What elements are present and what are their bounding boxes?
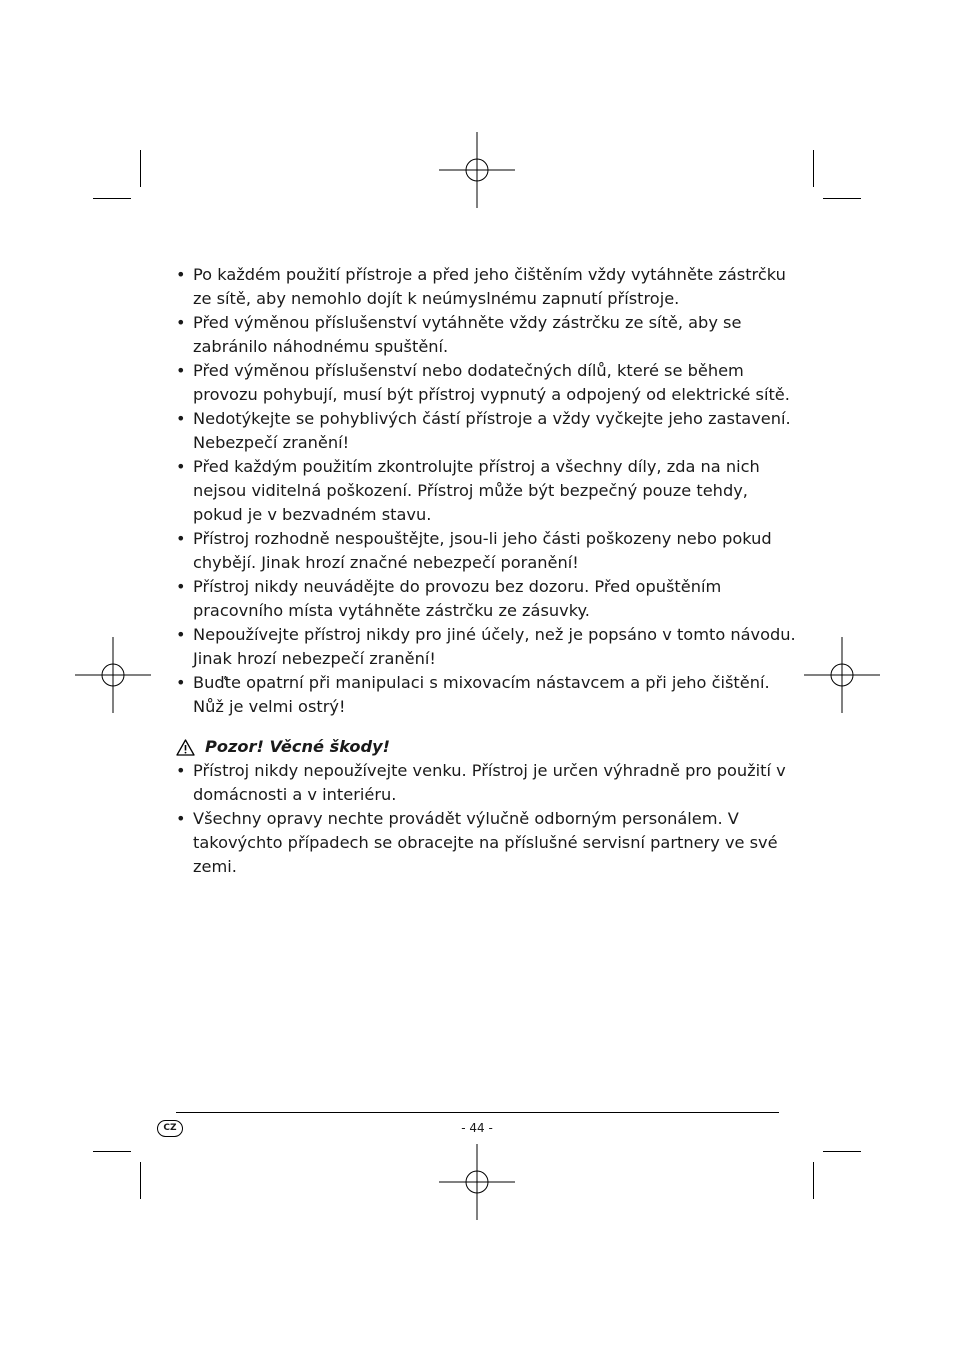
crop-mark <box>823 1151 861 1152</box>
crop-mark <box>140 150 141 187</box>
warning-triangle-icon <box>176 739 195 756</box>
list-item: • Všechny opravy nechte provádět výlučně odborným personálem. V takovýchto případech se obracejte na příslušné servisní partnery ve své zemi. <box>176 807 796 879</box>
list-item: • Před výměnou příslušenství vytáhněte vždy zástrčku ze sítě, aby se zabránilo náhodnému spuštění. <box>176 311 796 359</box>
country-badge: CZ <box>157 1120 183 1137</box>
footer-divider <box>176 1112 779 1113</box>
crop-mark <box>813 1162 814 1199</box>
list-item: • Přístroj nikdy neuvádějte do provozu bez dozoru. Před opuštěním pracovního místa vytáhněte zástrčku ze zásuvky. <box>176 575 796 623</box>
crop-mark <box>823 198 861 199</box>
list-item: • Před každým použitím zkontrolujte přístroj a všechny díly, zda na nich nejsou viditelná poškození. Přístroj může být bezpečný pouze tehdy, pokud je v bezvadném stavu. <box>176 455 796 527</box>
list-item: • Před výměnou příslušenství nebo dodatečných dílů, které se během provozu pohybují, musí být přístroj vypnutý a odpojený od elektrické sítě. <box>176 359 796 407</box>
crop-mark <box>93 1151 131 1152</box>
registration-mark-icon <box>75 637 151 713</box>
registration-mark-icon <box>439 1144 515 1220</box>
registration-mark-icon <box>804 637 880 713</box>
warning-heading-text: Pozor! Věcné škody! <box>205 737 391 756</box>
list-item: • Nedotýkejte se pohyblivých částí přístroje a vždy vyčkejte jeho zastavení. Nebezpečí zranění! <box>176 407 796 455</box>
list-item: • Přístroj nikdy nepoužívejte venku. Přístroj je určen výhradně pro použití v domácnosti a v interiéru. <box>176 759 796 807</box>
list-item: • Po každém použití přístroje a před jeho čištěním vždy vytáhněte zástrčku ze sítě, aby nemohlo dojít k neúmyslnému zapnutí přístroje. <box>176 263 796 311</box>
list-item: • Nepoužívejte přístroj nikdy pro jiné účely, než je popsáno v tomto návodu. Jinak hrozí nebezpečí zranění! <box>176 623 796 671</box>
list-item: • Přístroj rozhodně nespouštějte, jsou-li jeho části poškozeny nebo pokud chybějí. Jinak hrozí značné nebezpečí poranění! <box>176 527 796 575</box>
warning-bullet-list <box>176 759 796 879</box>
warning-heading <box>176 735 796 759</box>
crop-mark <box>140 1162 141 1199</box>
crop-mark <box>93 198 131 199</box>
page-content <box>176 263 796 879</box>
registration-mark-icon <box>439 132 515 208</box>
crop-mark <box>813 150 814 187</box>
page-number: - 44 - <box>461 1121 493 1135</box>
list-item: • Buďte opatrní při manipulaci s mixovacím nástavcem a při jeho čištění. Nůž je velmi ostrý! <box>176 671 796 719</box>
safety-bullet-list <box>176 263 796 719</box>
